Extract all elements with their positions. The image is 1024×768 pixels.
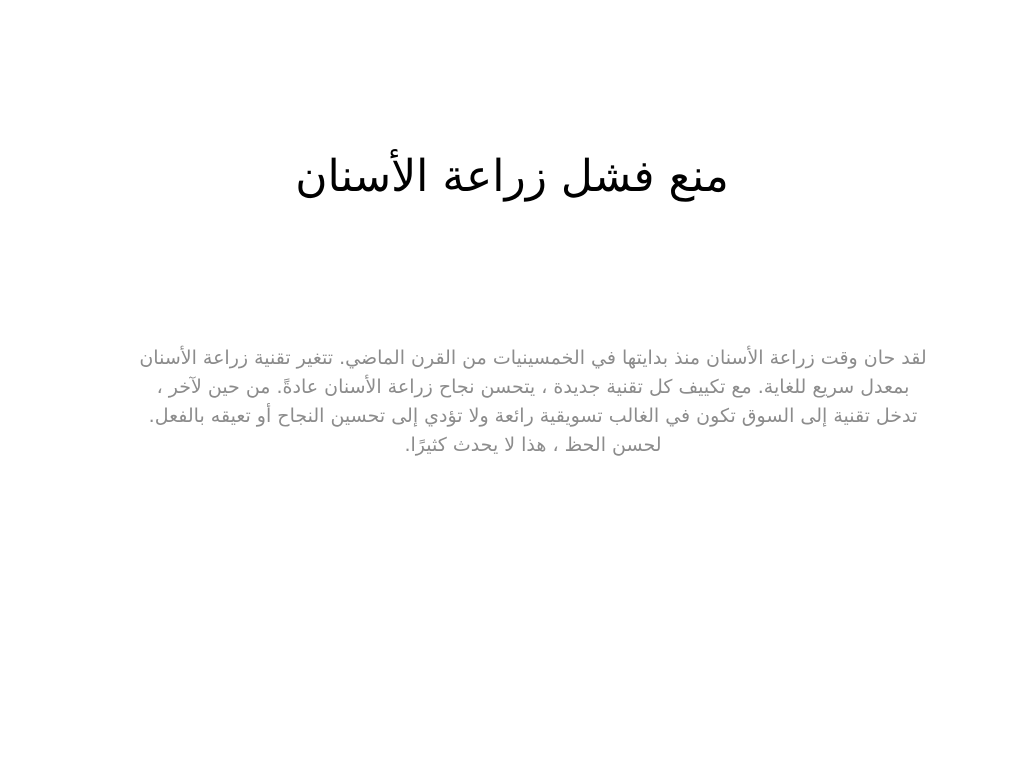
slide-body-text: لقد حان وقت زراعة الأسنان منذ بدايتها في الخمسينيات من القرن الماضي. تتغير تقنية زراعة الأسنان بمعدل سريع للغاية. مع تكييف كل تقنية جديدة ، يتحسن نجاح زراعة الأسنان عادةً. من حين لآخر ، تدخل تقنية إلى السوق تكون في الغالب تسويقية رائعة ولا تؤدي إلى تحسين النجاح أو تعيقه بالفعل. لحسن الحظ ، هذا لا يحدث كثيرًا.	[139, 347, 927, 456]
slide-title: منع فشل زراعة الأسنان	[295, 151, 729, 202]
